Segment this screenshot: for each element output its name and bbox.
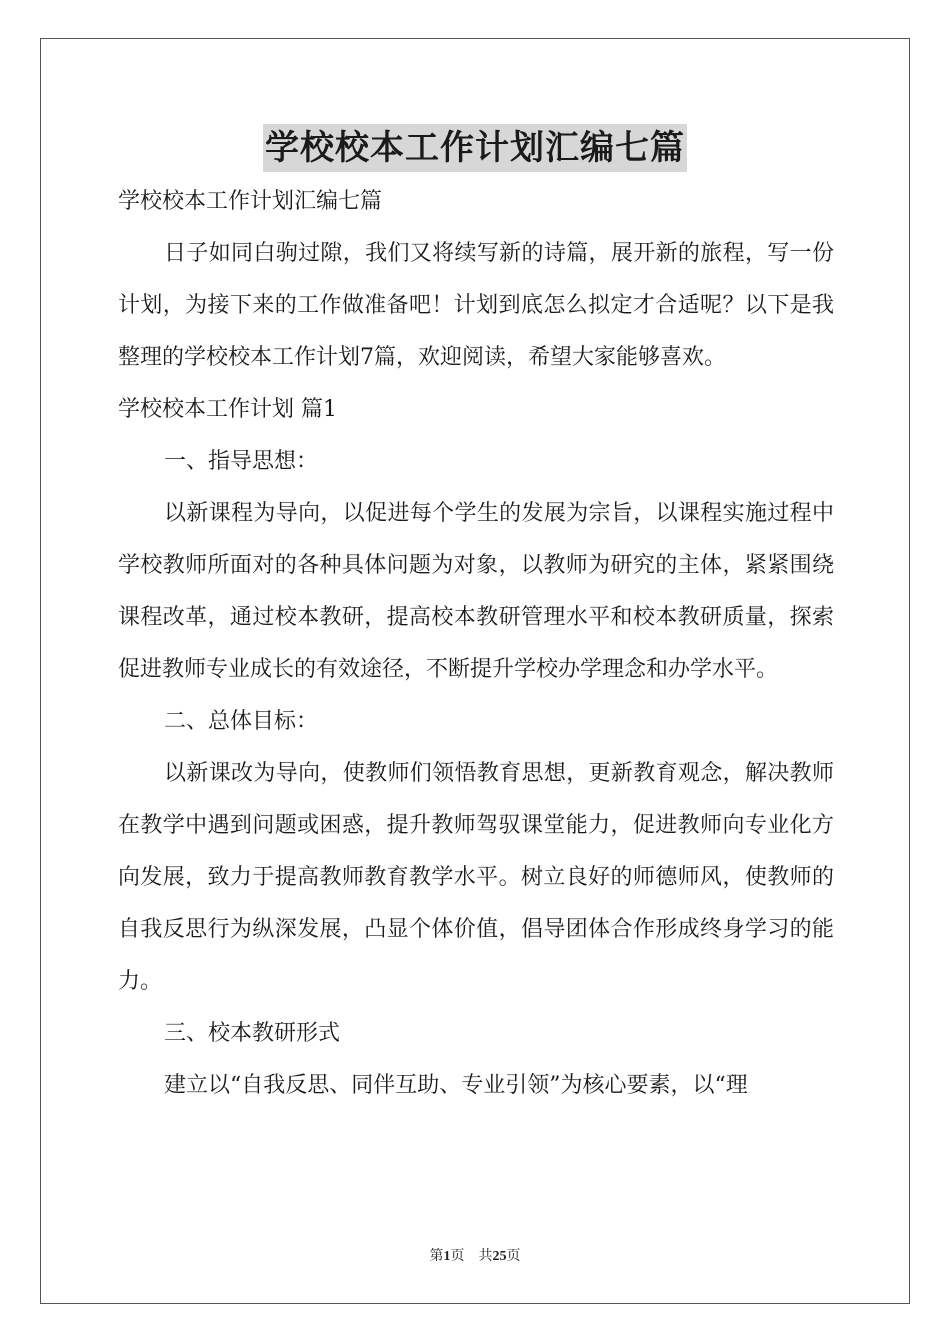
paragraph: 以新课程为导向，以促进每个学生的发展为宗旨，以课程实施过程中学校教师所面对的各种具体问题为对象，以教师为研究的主体，紧紧围绕课程改革，通过校本教研，提高校本教研管理水平和校本教研质量，探索促进教师专业成长的有效途径，不断提升学校办学理念和办学水平。 bbox=[118, 501, 834, 682]
page-prefix: 第 bbox=[429, 1249, 444, 1264]
subheading: 三、校本教研形式 bbox=[164, 1021, 341, 1046]
paragraph: 学校校本工作计划汇编七篇 bbox=[118, 189, 383, 214]
subheading: 二、总体目标： bbox=[164, 709, 319, 734]
total-prefix: 共 bbox=[478, 1249, 493, 1264]
page-suffix: 页 bbox=[450, 1249, 465, 1264]
total-suffix: 页 bbox=[506, 1249, 521, 1264]
paragraph: 建立以“自我反思、同伴互助、专业引领”为核心要素，以“理 bbox=[164, 1073, 748, 1098]
document-title: 学校校本工作计划汇编七篇 bbox=[263, 124, 687, 172]
paragraph: 日子如同白驹过隙，我们又将续写新的诗篇，展开新的旅程，写一份计划，为接下来的工作做准备吧！计划到底怎么拟定才合适呢？以下是我整理的学校校本工作计划7篇，欢迎阅读，希望大家能够喜欢。 bbox=[118, 241, 834, 370]
subheading: 一、指导思想： bbox=[164, 449, 319, 474]
paragraph: 以新课改为导向，使教师们领悟教育思想，更新教育观念，解决教师在教学中遇到问题或困惑，提升教师驾驭课堂能力，促进教师向专业化方向发展，致力于提高教师教育教学水平。树立良好的师德师风，使教师的自我反思行为纵深发展，凸显个体价值，倡导团体合作形成终身学习的能力。 bbox=[118, 761, 834, 994]
total-pages: 25 bbox=[492, 1249, 507, 1264]
page-footer bbox=[0, 1245, 950, 1265]
document-body bbox=[118, 176, 834, 1112]
page-number: 1 bbox=[443, 1249, 451, 1264]
section-heading: 学校校本工作计划 篇1 bbox=[118, 397, 337, 422]
title-container bbox=[0, 124, 950, 172]
